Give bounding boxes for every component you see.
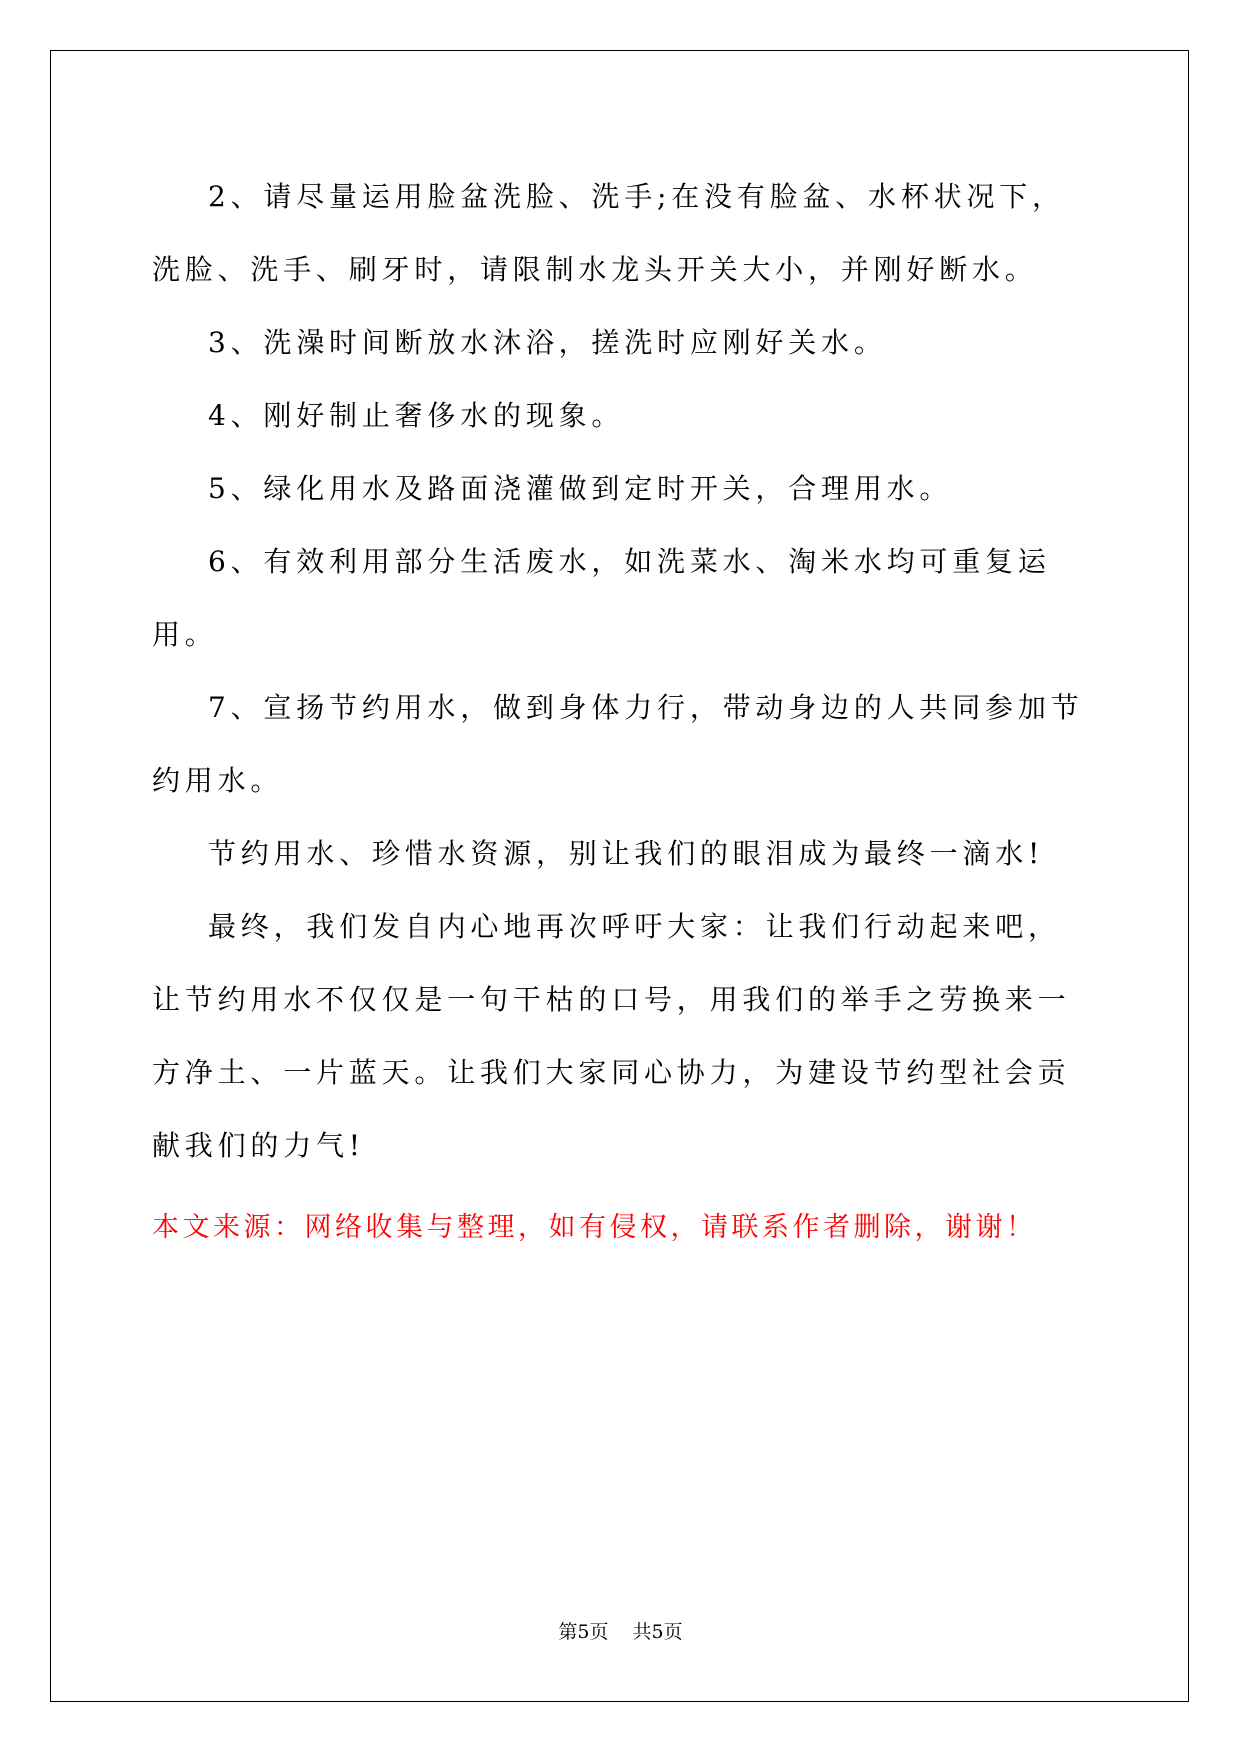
paragraph-item-7: 7、宣扬节约用水，做到身体力行，带动身边的人共同参加节约用水。 [152,691,1084,797]
paragraph-item-2: 2、请尽量运用脸盆洗脸、洗手;在没有脸盆、水杯状况下，洗脸、洗手、刷牙时，请限制水龙头开关大小，并刚好断水。 [152,180,1065,286]
page-total: 共5页 [632,1621,683,1643]
paragraph-item-5: 5、绿化用水及路面浇灌做到定时开关，合理用水。 [208,472,953,505]
paragraph-slogan: 节约用水、珍惜水资源，别让我们的眼泪成为最终一滴水! [208,837,1045,870]
paragraph-item-3: 3、洗澡时间断放水沐浴，搓洗时应刚好关水。 [208,326,887,359]
page-footer [0,1620,1241,1644]
source-note: 本文来源：网络收集与整理，如有侵权，请联系作者删除，谢谢！ [152,1212,1037,1243]
paragraph-item-4: 4、刚好制止奢侈水的现象。 [208,399,625,432]
page-number: 第5页 [558,1621,609,1643]
document-body [152,160,1087,1182]
paragraph-closing: 最终，我们发自内心地再次呼吁大家：让我们行动起来吧，让节约用水不仅仅是一句干枯的口号，用我们的举手之劳换来一方净土、一片蓝天。让我们大家同心协力，为建设节约型社会贡献我们的力气! [152,910,1071,1162]
paragraph-item-6: 6、有效利用部分生活废水，如洗菜水、淘米水均可重复运用。 [152,545,1051,651]
